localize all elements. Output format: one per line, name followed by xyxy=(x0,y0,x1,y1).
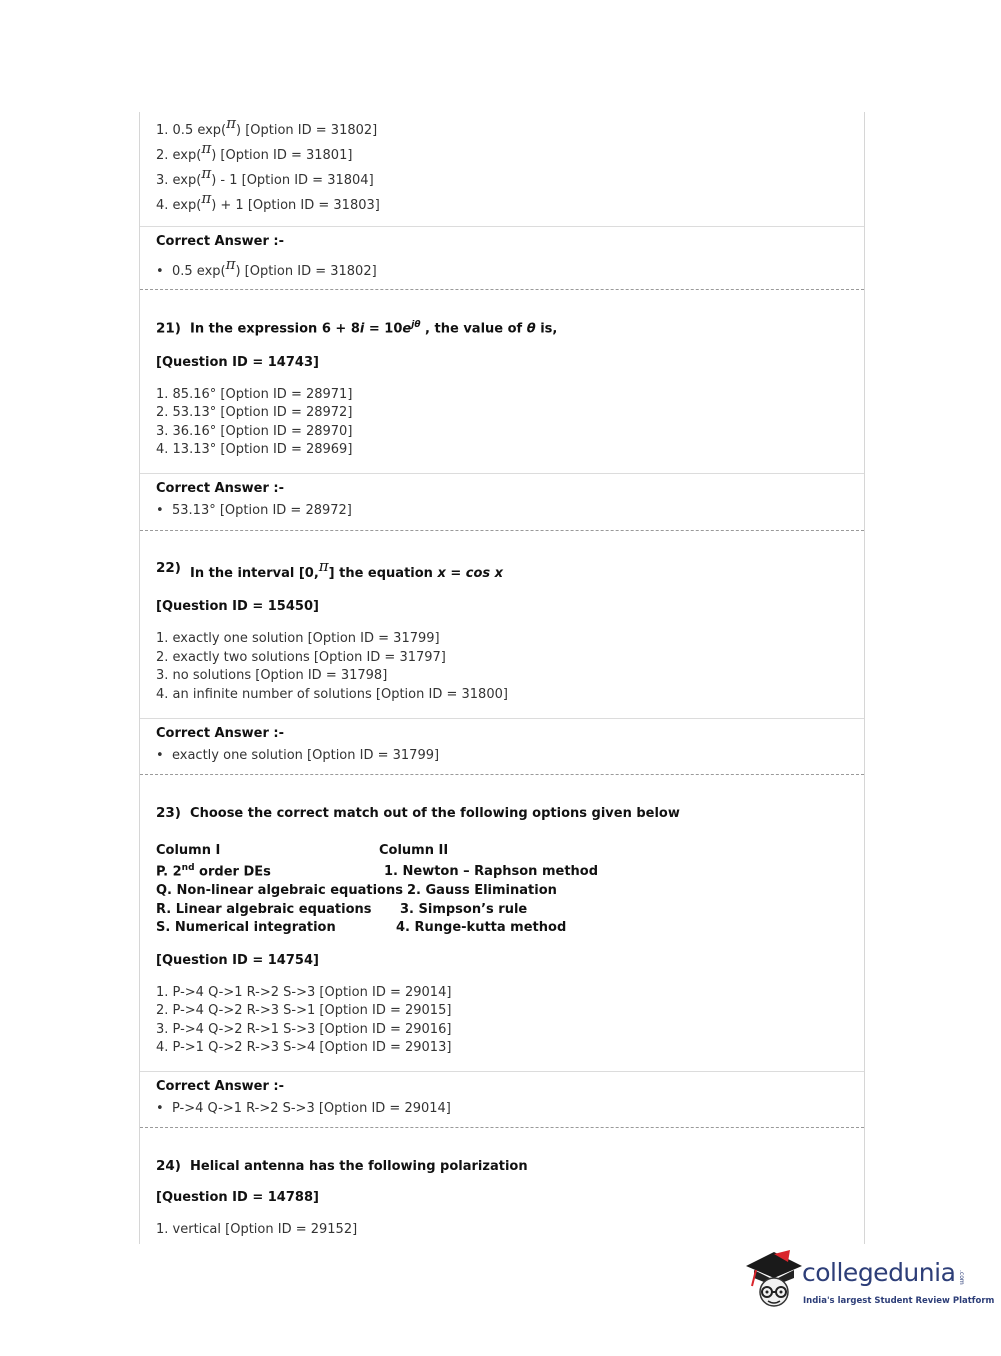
collegedunia-logo[interactable] xyxy=(742,1248,995,1318)
correct-answer-label: Correct Answer :- xyxy=(156,234,284,249)
pi-symbol: π xyxy=(201,164,212,182)
pi-symbol: π xyxy=(318,557,329,575)
divider xyxy=(140,718,864,719)
brand-domain: .com xyxy=(958,1270,965,1285)
option: 4. an infinite number of solutions [Option ID = 31800] xyxy=(156,687,508,702)
question-number: 23) xyxy=(156,805,181,821)
question-id: [Question ID = 15450] xyxy=(156,599,319,614)
correct-answer: • 0.5 exp(π) [Option ID = 31802] xyxy=(156,255,377,279)
column-2-item: 1. Newton – Raphson method xyxy=(384,864,599,879)
question-separator xyxy=(140,530,864,531)
brand-tagline: India's largest Student Review Platform xyxy=(803,1296,995,1306)
pi-symbol: π xyxy=(226,114,236,132)
pi-symbol: π xyxy=(201,139,212,157)
pi-symbol: π xyxy=(201,189,212,207)
correct-answer: • 53.13° [Option ID = 28972] xyxy=(156,503,352,518)
correct-answer: • exactly one solution [Option ID = 31799] xyxy=(156,748,440,763)
option: 2. exp(π) [Option ID = 31801] xyxy=(156,139,353,163)
column-2-header: Column II xyxy=(379,843,449,858)
mascot-icon xyxy=(742,1248,804,1318)
column-1-header: Column I xyxy=(156,843,221,858)
option: 1. vertical [Option ID = 29152] xyxy=(156,1222,358,1237)
bullet-icon: • xyxy=(156,748,164,763)
correct-answer: • P->4 Q->1 R->2 S->3 [Option ID = 29014] xyxy=(156,1101,451,1116)
question-number: 24) xyxy=(156,1158,181,1174)
question-separator xyxy=(140,1127,864,1128)
option: 3. exp(π) - 1 [Option ID = 31804] xyxy=(156,164,374,188)
question-panel xyxy=(139,112,865,1244)
divider xyxy=(140,1071,864,1072)
column-1-item: Q. Non-linear algebraic equations xyxy=(156,883,403,898)
question-text: 23) Choose the correct match out of the following options given below xyxy=(156,805,680,821)
option: 4. exp(π) + 1 [Option ID = 31803] xyxy=(156,189,380,213)
column-2-item: 4. Runge-kutta method xyxy=(396,920,567,935)
question-separator xyxy=(140,774,864,775)
option: 2. exactly two solutions [Option ID = 31797] xyxy=(156,650,446,665)
question-text: 22) In the interval [0,π] the equation x = cos x xyxy=(156,557,504,581)
correct-answer-label: Correct Answer :- xyxy=(156,481,284,496)
column-2-item: 2. Gauss Elimination xyxy=(407,883,557,898)
correct-answer-label: Correct Answer :- xyxy=(156,1079,284,1094)
column-1-item: R. Linear algebraic equations xyxy=(156,902,372,917)
question-id: [Question ID = 14743] xyxy=(156,355,319,370)
divider xyxy=(140,473,864,474)
correct-answer-label: Correct Answer :- xyxy=(156,726,284,741)
option: 1. 0.5 exp(π) [Option ID = 31802] xyxy=(156,114,378,138)
column-2-item: 3. Simpson’s rule xyxy=(400,902,528,917)
question-id: [Question ID = 14788] xyxy=(156,1190,319,1205)
question-separator xyxy=(140,289,864,290)
question-text: 24) Helical antenna has the following polarization xyxy=(156,1158,528,1174)
option: 4. 13.13° [Option ID = 28969] xyxy=(156,442,353,457)
option: 3. P->4 Q->2 R->1 S->3 [Option ID = 29016] xyxy=(156,1022,452,1037)
option: 2. 53.13° [Option ID = 28972] xyxy=(156,405,353,420)
question-number: 22) xyxy=(156,560,181,576)
bullet-icon: • xyxy=(156,1101,164,1116)
option: 1. exactly one solution [Option ID = 31799] xyxy=(156,631,440,646)
option: 1. 85.16° [Option ID = 28971] xyxy=(156,387,353,402)
option: 1. P->4 Q->1 R->2 S->3 [Option ID = 29014] xyxy=(156,985,452,1000)
option: 4. P->1 Q->2 R->3 S->4 [Option ID = 29013] xyxy=(156,1040,452,1055)
bullet-icon: • xyxy=(156,503,164,518)
question-text: 21) In the expression $6 + 8i = 10e^{j\theta}$ , the value of θ is, xyxy=(156,320,558,337)
option: 3. 36.16° [Option ID = 28970] xyxy=(156,424,353,439)
question-id: [Question ID = 14754] xyxy=(156,953,319,968)
column-1-item: S. Numerical integration xyxy=(156,920,336,935)
divider xyxy=(140,226,864,227)
brand-name: collegedunia xyxy=(802,1258,956,1287)
option: 2. P->4 Q->2 R->3 S->1 [Option ID = 29015] xyxy=(156,1003,452,1018)
bullet-icon: • xyxy=(156,264,164,279)
pi-symbol: π xyxy=(225,255,236,273)
question-number: 21) xyxy=(156,320,181,337)
column-1-item: P. 2nd order DEs xyxy=(156,863,271,880)
option: 3. no solutions [Option ID = 31798] xyxy=(156,668,388,683)
